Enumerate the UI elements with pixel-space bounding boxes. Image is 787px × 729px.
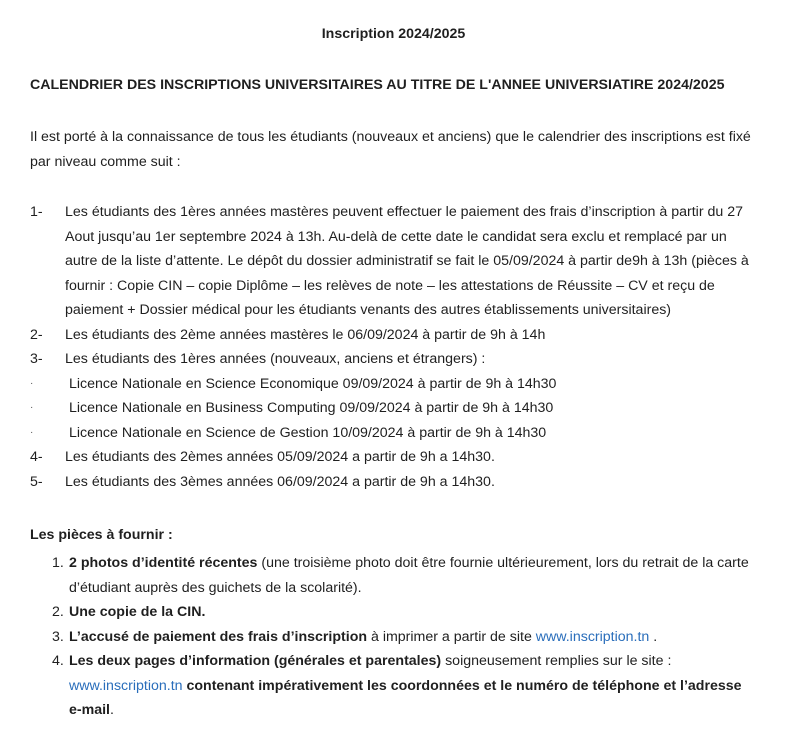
- piece-bold: Une copie de la CIN.: [69, 604, 206, 620]
- piece-number: 1.: [52, 555, 64, 571]
- piece-item: [52, 551, 758, 600]
- piece-number: 4.: [52, 653, 64, 669]
- piece-rest: soigneusement remplies sur le site :: [441, 653, 672, 669]
- piece-bold: contenant impérativement les coordonnées et le numéro de téléphone et l’adresse e-mail: [69, 677, 742, 718]
- inscription-link[interactable]: www.inscription.tn: [535, 628, 650, 645]
- calendar-heading: CALENDRIER DES INSCRIPTIONS UNIVERSITAIRES AU TITRE DE L'ANNEE UNIVERSIATIRE 2024/2025: [30, 77, 725, 93]
- piece-bold: 2 photos d’identité récentes: [69, 555, 258, 571]
- pieces-list: [52, 551, 758, 723]
- piece-item: [52, 600, 758, 625]
- piece-text: [69, 600, 758, 625]
- sub-item: [30, 372, 760, 397]
- item-number: 4-: [30, 449, 43, 465]
- item-number: 5-: [30, 473, 43, 490]
- sub-item-text: Licence Nationale en Science Economique 09/09/2024 à partir de 9h à 14h30: [69, 375, 557, 392]
- piece-rest: (une troisième photo doit être fournie ultérieurement, lors du retrait de la carte d’étudiant auprès des guichets de la scolarité).: [69, 555, 749, 596]
- item-text: Les étudiants des 2ème années mastères le 06/09/2024 à partir de 9h à 14h: [65, 326, 546, 343]
- schedule-list: [30, 200, 760, 494]
- page-title: Inscription 2024/2025: [321, 26, 466, 42]
- item-text: Les étudiants des 3èmes années 06/09/2024 a partir de 9h a 14h30.: [65, 473, 495, 490]
- item-text: Les étudiants des 1ères années (nouveaux, anciens et étrangers) :: [65, 351, 486, 367]
- sub-item: [30, 421, 760, 446]
- item-text: Les étudiants des 2èmes années 05/09/2024 a partir de 9h a 14h30.: [65, 449, 495, 465]
- bullet-icon: ·: [30, 377, 34, 389]
- item-number: 1-: [30, 204, 43, 220]
- item-number: 3-: [30, 351, 43, 367]
- piece-bold: L’accusé de paiement des frais d’inscription: [69, 628, 368, 645]
- sub-item-text: Licence Nationale en Science de Gestion 10/09/2024 à partir de 9h à 14h30: [69, 424, 547, 441]
- item-text: Les étudiants des 1ères années mastères peuvent effectuer le paiement des frais d’inscription à partir du 27 Aout jusqu’au 1er septembre 2024 à 13h. Au-delà de cette date le candidat sera exclu et remplacé par un autre de la liste d’attente. Le dépôt du dossier administratif se fait le 05/09/2024 à partir de9h à 13h (pièces à fournir : Copie CIN – copie Diplôme – les relèves de note – les attestations de Réussite – CV et reçu de paiement + Dossier médical pour les étudiants venants des autres établissements universitaires): [65, 204, 749, 318]
- bullet-icon: ·: [30, 402, 34, 413]
- piece-text: [69, 625, 758, 650]
- piece-end: .: [649, 628, 658, 645]
- schedule-item: [30, 347, 760, 372]
- schedule-item: [30, 470, 760, 495]
- schedule-item: [30, 200, 760, 323]
- schedule-item: [30, 445, 760, 470]
- intro-paragraph: Il est porté à la connaissance de tous les étudiants (nouveaux et anciens) que le calendrier des inscriptions est fixé par niveau comme suit :: [30, 129, 751, 170]
- bullet-icon: ·: [30, 426, 34, 438]
- inscription-link[interactable]: www.inscription.tn: [69, 677, 183, 694]
- piece-text: [69, 649, 758, 723]
- schedule-item: [30, 323, 760, 348]
- piece-text: [69, 551, 758, 600]
- piece-item: [52, 649, 758, 723]
- piece-number: 2.: [52, 604, 64, 620]
- piece-end: .: [110, 702, 114, 718]
- piece-item: [52, 625, 758, 650]
- piece-number: 3.: [52, 628, 64, 645]
- pieces-heading: Les pièces à fournir :: [30, 527, 173, 543]
- piece-rest: à imprimer a partir de site: [367, 628, 536, 645]
- sub-item-text: Licence Nationale en Business Computing 09/09/2024 à partir de 9h à 14h30: [69, 400, 554, 416]
- piece-bold: Les deux pages d’information (générales et parentales): [69, 653, 442, 669]
- item-number: 2-: [30, 326, 43, 343]
- sub-item: [30, 396, 760, 421]
